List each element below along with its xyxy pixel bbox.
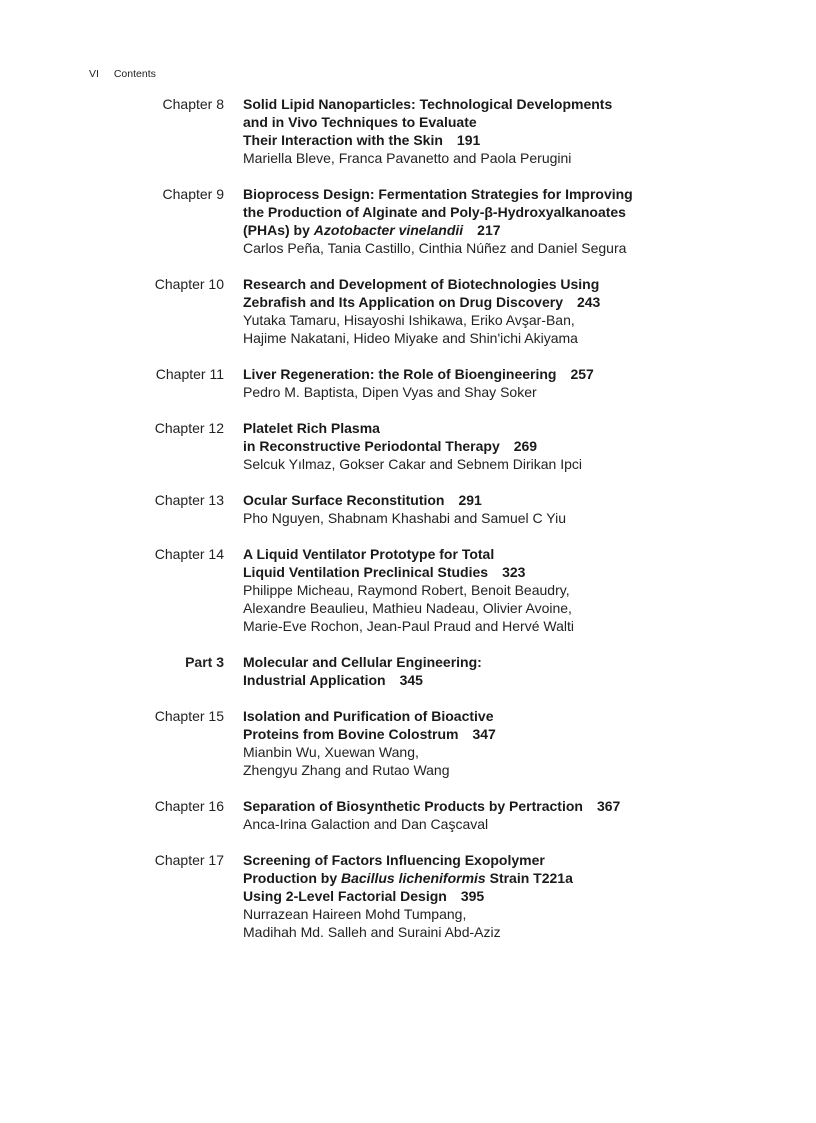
chapter-label: Chapter 12	[154, 420, 224, 436]
toc-entry-chapter-15[interactable]	[0, 707, 816, 779]
chapter-label: Chapter 10	[154, 276, 224, 292]
species-name: Azotobacter vinelandii	[313, 222, 464, 238]
toc-entry-part-3[interactable]	[0, 653, 816, 689]
toc-entry-chapter-13[interactable]	[0, 491, 816, 527]
title-line: Liquid Ventilation Preclinical Studies	[243, 564, 489, 580]
chapter-title	[243, 797, 683, 815]
chapter-authors	[243, 455, 683, 473]
chapter-label: Chapter 15	[154, 708, 224, 724]
chapter-title	[243, 851, 683, 905]
chapter-title	[243, 95, 683, 149]
part-title	[243, 653, 683, 689]
chapter-authors	[243, 383, 683, 401]
title-line: Zebrafish and Its Application on Drug Discovery	[243, 294, 563, 310]
authors-line: Selcuk Yılmaz, Gokser Cakar and Sebnem Dirikan Ipci	[243, 456, 582, 472]
chapter-authors	[243, 905, 683, 941]
authors-line: Nurrazean Haireen Mohd Tumpang,	[243, 906, 467, 922]
chapter-authors	[243, 149, 683, 167]
toc-entry-chapter-14[interactable]	[0, 545, 816, 635]
chapter-authors	[243, 509, 683, 527]
page-number: 191	[456, 132, 481, 148]
toc-entry-chapter-10[interactable]	[0, 275, 816, 347]
toc-entry-chapter-12[interactable]	[0, 419, 816, 473]
chapter-authors	[243, 239, 683, 257]
title-line: and in Vivo Techniques to Evaluate	[243, 114, 477, 130]
chapter-authors	[243, 311, 683, 347]
chapter-title	[243, 185, 683, 239]
chapter-authors	[243, 743, 683, 779]
toc-entry-chapter-17[interactable]	[0, 851, 816, 941]
chapter-title	[243, 419, 683, 455]
authors-line: Anca-Irina Galaction and Dan Caşcaval	[243, 816, 489, 832]
title-line: Using 2-Level Factorial Design	[243, 888, 447, 904]
title-line: Separation of Biosynthetic Products by Pertraction	[243, 798, 583, 814]
chapter-label: Chapter 8	[162, 96, 224, 112]
authors-line: Marie-Eve Rochon, Jean-Paul Praud and Hervé Walti	[243, 618, 574, 634]
table-of-contents	[0, 95, 816, 959]
chapter-title	[243, 707, 683, 743]
title-line: Strain T221a	[485, 870, 573, 886]
authors-line: Mariella Bleve, Franca Pavanetto and Paola Perugini	[243, 150, 572, 166]
toc-entry-chapter-9[interactable]	[0, 185, 816, 257]
chapter-label: Chapter 17	[154, 852, 224, 868]
part-label: Part 3	[185, 654, 224, 670]
authors-line: Zhengyu Zhang and Rutao Wang	[243, 762, 450, 778]
chapter-label: Chapter 11	[155, 366, 224, 382]
title-line: in Reconstructive Periodontal Therapy	[243, 438, 500, 454]
running-head-title: Contents	[113, 68, 156, 80]
toc-entry-chapter-8[interactable]	[0, 95, 816, 167]
title-line: Screening of Factors Influencing Exopolymer	[243, 852, 545, 868]
page-number: 347	[472, 726, 496, 742]
authors-line: Pedro M. Baptista, Dipen Vyas and Shay Soker	[243, 384, 537, 400]
authors-line: Mianbin Wu, Xuewan Wang,	[243, 744, 419, 760]
title-line: Platelet Rich Plasma	[243, 420, 380, 436]
title-line: Research and Development of Biotechnologies Using	[243, 276, 600, 292]
page-number: 243	[576, 294, 601, 310]
running-head	[89, 68, 156, 80]
page-number: 257	[570, 366, 594, 382]
authors-line: Madihah Md. Salleh and Suraini Abd-Aziz	[243, 924, 501, 940]
title-line: Production by	[243, 870, 341, 886]
title-line: Ocular Surface Reconstitution	[243, 492, 445, 508]
title-line: Bioprocess Design: Fermentation Strategies for Improving	[243, 186, 633, 202]
page-number: 323	[502, 564, 526, 580]
chapter-label: Chapter 14	[154, 546, 224, 562]
authors-line: Pho Nguyen, Shabnam Khashabi and Samuel C Yiu	[243, 510, 566, 526]
page-number: 345	[399, 672, 423, 688]
title-line: Industrial Application	[243, 672, 386, 688]
chapter-label: Chapter 13	[154, 492, 224, 508]
title-line: (PHAs) by	[243, 222, 314, 238]
page-number: 395	[460, 888, 485, 904]
title-line: A Liquid Ventilator Prototype for Total	[243, 546, 495, 562]
title-line: Proteins from Bovine Colostrum	[243, 726, 459, 742]
authors-line: Carlos Peña, Tania Castillo, Cinthia Núñez and Daniel Segura	[243, 240, 627, 256]
toc-entry-chapter-16[interactable]	[0, 797, 816, 833]
page-folio: VI	[89, 68, 99, 80]
toc-entry-chapter-11[interactable]	[0, 365, 816, 401]
page-number: 269	[513, 438, 538, 454]
title-line: Solid Lipid Nanoparticles: Technological Developments	[243, 96, 613, 112]
title-line: Liver Regeneration: the Role of Bioengineering	[243, 366, 557, 382]
title-line: the Production of Alginate and Poly-β-Hydroxyalkanoates	[243, 204, 626, 220]
species-name: Bacillus licheniformis	[341, 870, 486, 886]
title-line: Their Interaction with the Skin	[243, 132, 443, 148]
authors-line: Philippe Micheau, Raymond Robert, Benoit Beaudry,	[243, 582, 570, 598]
chapter-title	[243, 491, 683, 509]
authors-line: Yutaka Tamaru, Hisayoshi Ishikawa, Eriko Avşar-Ban,	[243, 312, 575, 328]
page-number: 291	[458, 492, 482, 508]
title-line: Isolation and Purification of Bioactive	[243, 708, 494, 724]
page-number: 217	[477, 222, 501, 238]
chapter-authors	[243, 815, 683, 833]
authors-line: Alexandre Beaulieu, Mathieu Nadeau, Olivier Avoine,	[243, 600, 572, 616]
chapter-label: Chapter 9	[162, 186, 224, 202]
chapter-label: Chapter 16	[154, 798, 224, 814]
chapter-title	[243, 545, 683, 581]
title-line: Molecular and Cellular Engineering:	[243, 654, 482, 670]
chapter-authors	[243, 581, 683, 635]
chapter-title	[243, 275, 683, 311]
page-number: 367	[596, 798, 621, 814]
authors-line: Hajime Nakatani, Hideo Miyake and Shin'ichi Akiyama	[243, 330, 578, 346]
chapter-title	[243, 365, 683, 383]
